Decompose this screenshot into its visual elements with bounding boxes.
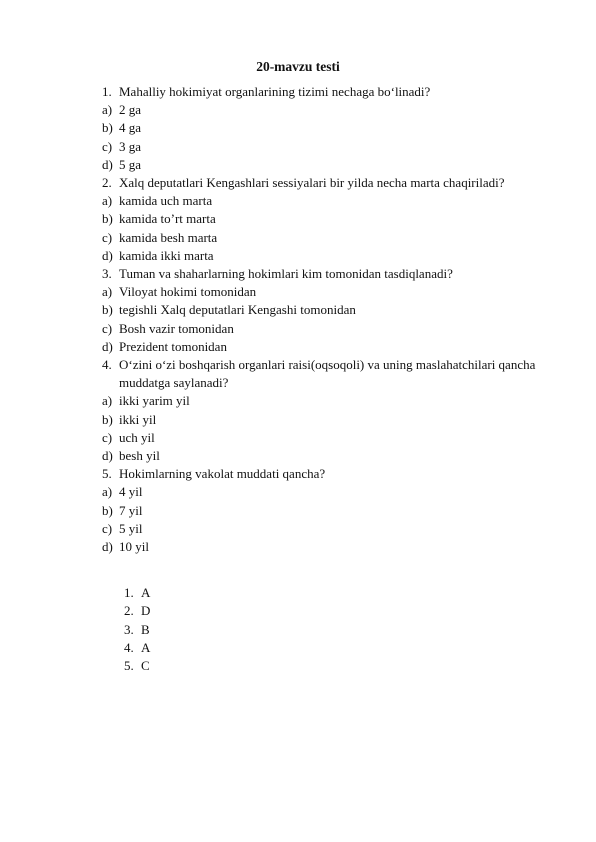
answer-number: 1. xyxy=(124,585,134,600)
option-text: kamida besh marta xyxy=(119,229,218,245)
option-text: kamida uch marta xyxy=(119,193,213,209)
answer-item xyxy=(124,639,150,657)
option-text: 5 yil xyxy=(119,520,143,536)
option-mark: c) xyxy=(102,520,113,536)
option-text: kamida ikki marta xyxy=(119,247,214,263)
option-item xyxy=(102,483,552,501)
option-item xyxy=(102,538,552,556)
answer-letter: B xyxy=(141,621,150,637)
answer-number: 4. xyxy=(124,639,134,655)
question-number: 3. xyxy=(102,266,112,282)
option-mark: c) xyxy=(102,429,113,445)
option-text: besh yil xyxy=(119,448,160,464)
option-item xyxy=(102,301,552,319)
option-item xyxy=(102,283,552,301)
option-text: Viloyat hokimi tomonidan xyxy=(119,284,257,300)
option-text: ikki yil xyxy=(119,411,157,427)
option-mark: d) xyxy=(102,338,113,354)
option-text: 5 ga xyxy=(119,156,142,172)
option-mark: a) xyxy=(102,193,113,209)
option-mark: d) xyxy=(102,247,113,263)
question-number: 2. xyxy=(102,175,112,191)
option-mark: a) xyxy=(102,393,113,409)
question-5 xyxy=(102,465,552,483)
answer-item xyxy=(124,602,150,620)
answer-item xyxy=(124,657,150,675)
option-text: tegishli Xalq deputatlari Kengashi tomonidan xyxy=(119,302,356,318)
answer-letter: A xyxy=(141,639,151,655)
question-text: Xalq deputatlari Kengashlari sessiyalari bir yilda necha marta chaqiriladi? xyxy=(119,175,505,191)
answer-letter: D xyxy=(141,603,151,619)
question-list xyxy=(102,83,552,556)
option-text: kamida to’rt marta xyxy=(119,211,216,227)
option-item xyxy=(102,429,552,447)
option-mark: c) xyxy=(102,138,113,154)
answer-item xyxy=(124,621,150,639)
option-item xyxy=(102,247,552,265)
answer-number: 5. xyxy=(124,658,134,674)
question-text: O‘zini o‘zi boshqarish organlari raisi(oqsoqoli) va uning maslahatchilari qancha muddatga saylanadi? xyxy=(119,357,536,391)
question-1 xyxy=(102,83,552,101)
option-text: Prezident tomonidan xyxy=(119,338,227,354)
option-mark: d) xyxy=(102,539,113,555)
option-mark: d) xyxy=(102,448,113,464)
option-text: Bosh vazir tomonidan xyxy=(119,320,234,336)
question-number: 5. xyxy=(102,466,112,482)
option-mark: c) xyxy=(102,320,113,336)
question-3 xyxy=(102,265,552,283)
option-text: 3 ga xyxy=(119,138,142,154)
option-item xyxy=(102,119,552,137)
answer-number: 2. xyxy=(124,603,134,619)
option-text: ikki yarim yil xyxy=(119,393,190,409)
option-mark: c) xyxy=(102,229,113,245)
option-mark: b) xyxy=(102,302,113,318)
option-mark: a) xyxy=(102,484,113,500)
question-4 xyxy=(102,356,552,392)
answer-key xyxy=(124,584,150,675)
answer-item xyxy=(124,584,150,602)
option-mark: a) xyxy=(102,102,113,118)
question-text: Hokimlarning vakolat muddati qancha? xyxy=(119,466,326,482)
option-mark: a) xyxy=(102,284,113,300)
option-text: 4 yil xyxy=(119,484,143,500)
option-text: 7 yil xyxy=(119,502,143,518)
option-text: 2 ga xyxy=(119,102,142,118)
question-text: Tuman va shaharlarning hokimlari kim tomonidan tasdiqlanadi? xyxy=(119,266,453,282)
page-title: 20-mavzu testi xyxy=(256,59,340,74)
option-mark: b) xyxy=(102,411,113,427)
option-item xyxy=(102,210,552,228)
option-text: uch yil xyxy=(119,429,155,445)
question-2 xyxy=(102,174,552,192)
option-mark: b) xyxy=(102,120,113,136)
option-item xyxy=(102,138,552,156)
option-text: 4 ga xyxy=(119,120,142,136)
answer-letter: C xyxy=(141,658,150,674)
option-mark: b) xyxy=(102,211,113,227)
option-item xyxy=(102,156,552,174)
option-item xyxy=(102,447,552,465)
option-item xyxy=(102,520,552,538)
option-text: 10 yil xyxy=(119,539,149,555)
option-item xyxy=(102,338,552,356)
option-item xyxy=(102,502,552,520)
answer-letter: A xyxy=(141,585,151,600)
question-number: 4. xyxy=(102,357,112,373)
option-item xyxy=(102,192,552,210)
option-item xyxy=(102,411,552,429)
question-number: 1. xyxy=(102,84,112,99)
option-item xyxy=(102,392,552,410)
option-mark: b) xyxy=(102,502,113,518)
answer-number: 3. xyxy=(124,621,134,637)
option-item xyxy=(102,320,552,338)
option-item xyxy=(102,101,552,119)
option-item xyxy=(102,229,552,247)
option-mark: d) xyxy=(102,156,113,172)
question-text: Mahalliy hokimiyat organlarining tizimi nechaga bo‘linadi? xyxy=(119,84,431,99)
